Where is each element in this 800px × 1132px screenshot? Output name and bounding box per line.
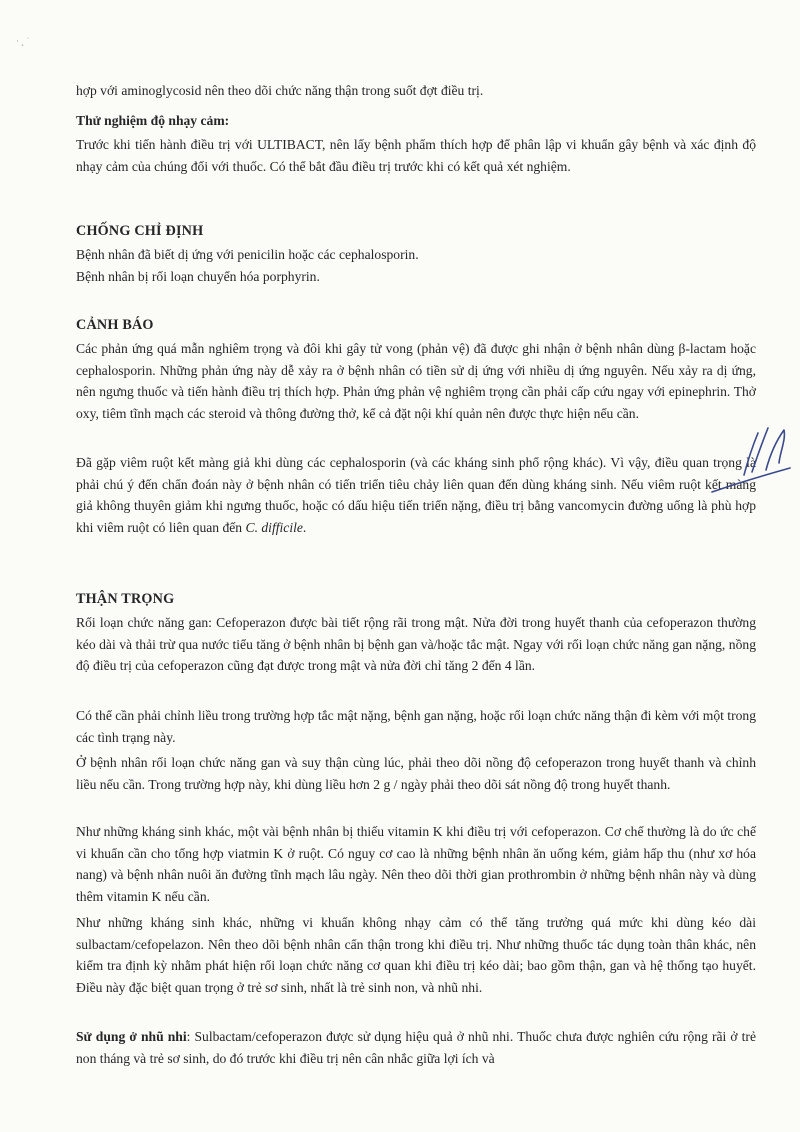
precautions-paragraph-4: Như những kháng sinh khác, một vài bệnh nhân bị thiếu vitamin K khi điều trị với cefoperazon. Cơ chế thường là do ức chế vi khuẩn cần cho tổng hợp viatmin K ở ruột. Có nguy cơ cao là những bệnh nhân ăn uống kém, giảm hấp thu (như xơ hóa nang) và bệnh nhân nuôi ăn đường tĩnh mạch lâu ngày. Nên theo dõi thời gian prothrombin ở những bệnh nhân này và dùng thêm vitamin K nếu cần. (76, 824, 756, 904)
initial-stroke-1 (744, 433, 758, 475)
precautions-paragraph-2: Có thể cần phải chỉnh liều trong trường hợp tắc mật nặng, bệnh gan nặng, hoặc rối loạn chức năng thận đi kèm với một trong các tình trạng này. (76, 708, 756, 745)
contraindication-item-2: Bệnh nhân bị rối loạn chuyển hóa porphyrin. (76, 269, 320, 284)
initial-tail (712, 468, 790, 492)
warnings-paragraph-2-text: Đã gặp viêm ruột kết màng giả khi dùng các cephalosporin (và các kháng sinh phổ rộng khác). Vì vậy, điều quan trọng là phải chú ý đến chẩn đoán này ở bệnh nhân có tiến triển tiêu chảy liên quan đến dùng kháng sinh. Nếu viêm ruột kết màng giả không thuyên giảm khi ngưng thuốc, hoặc có dấu hiệu tiến triển nặng, điều trị bằng vancomycin đường uống là phù hợp khi viêm ruột có liên quan đến (76, 455, 756, 535)
contraindications-heading: CHỐNG CHỈ ĐỊNH (76, 223, 204, 239)
precautions-heading: THẬN TRỌNG (76, 591, 175, 607)
sensitivity-subheading: Thử nghiệm độ nhạy cảm: (76, 113, 230, 128)
intro-paragraph: hợp với aminoglycosid nên theo dõi chức năng thận trong suốt đợt điều trị. (76, 83, 484, 98)
infant-use-text: : Sulbactam/cefoperazon được sử dụng hiệu quả ở nhũ nhi. Thuốc chưa được nghiên cứu rộng rãi ở trẻ non tháng và trẻ sơ sinh, do đó trước khi điều trị nên cân nhắc giữa lợi ích và (76, 1029, 756, 1066)
species-name: C. difficile (245, 519, 303, 535)
initial-stroke-2 (752, 428, 768, 472)
warnings-paragraph-2-end: . (302, 519, 307, 535)
contraindication-item-1: Bệnh nhân đã biết dị ứng với penicilin hoặc các cephalosporin. (76, 247, 419, 262)
initial-stroke-3 (766, 430, 784, 470)
sensitivity-paragraph: Trước khi tiến hành điều trị với ULTIBACT, nên lấy bệnh phẩm thích hợp để phân lập vi khuẩn gây bệnh và xác định độ nhạy cảm của chúng đối với thuốc. Có thể bắt đầu điều trị trước khi có kết quả xét nghiệm. (76, 137, 756, 174)
precautions-paragraph-1: Rối loạn chức năng gan: Cefoperazon được bài tiết rộng rãi trong mật. Nửa đời trong huyết thanh của cefoperazon thường kéo dài và thải trừ qua nước tiểu tăng ở bệnh nhân bị bệnh gan và/hoặc tắc mật. Ngay với rối loạn chức năng gan nặng, nồng độ điều trị của cefoperazon cũng đạt được trong mật và nửa đời chỉ tăng 2 đến 4 lần. (76, 615, 756, 674)
warnings-paragraph-1: Các phản ứng quá mẫn nghiêm trọng và đôi khi gây tử vong (phản vệ) đã được ghi nhận ở bệnh nhân dùng β-lactam hoặc cephalosporin. Những phản ứng này dễ xảy ra ở bệnh nhân có tiền sử dị ứng với nhiều dị ứng nguyên. Nếu xảy ra dị ứng, nên ngưng thuốc và tiến hành điều trị thích hợp. Phản ứng phản vệ nghiêm trọng cần phải cấp cứu ngay với epinephrin. Thở oxy, tiêm tĩnh mạch các steroid và thông đường thở, kể cả đặt nội khí quản nên được thực hiện nếu cần. (76, 341, 756, 421)
precautions-paragraph-3: Ở bệnh nhân rối loạn chức năng gan và suy thận cùng lúc, phải theo dõi nồng độ cefoperazon trong huyết thanh và chỉnh liều nếu cần. Trong trường hợp này, khi dùng liều hơn 2 g / ngày phải theo dõi sát nồng độ trong huyết thanh. (76, 755, 756, 792)
infant-use-label: Sử dụng ở nhũ nhi (76, 1029, 187, 1044)
precautions-paragraph-5: Như những kháng sinh khác, những vi khuẩn không nhạy cảm có thể tăng trưởng quá mức khi dùng kéo dài sulbactam/cefopelazon. Nên theo dõi bệnh nhân cẩn thận trong khi điều trị. Như những thuốc tác dụng toàn thân khác, nên kiểm tra định kỳ nhằm phát hiện rối loạn chức năng cơ quan khi điều trị kéo dài; bao gồm thận, gan và hệ thống tạo huyết. Điều này đặc biệt quan trọng ở trẻ sơ sinh, nhất là trẻ sinh non, và nhũ nhi. (76, 915, 756, 995)
scan-specks: · ˛ ˙ (16, 36, 30, 46)
warnings-heading: CẢNH BÁO (76, 317, 154, 333)
